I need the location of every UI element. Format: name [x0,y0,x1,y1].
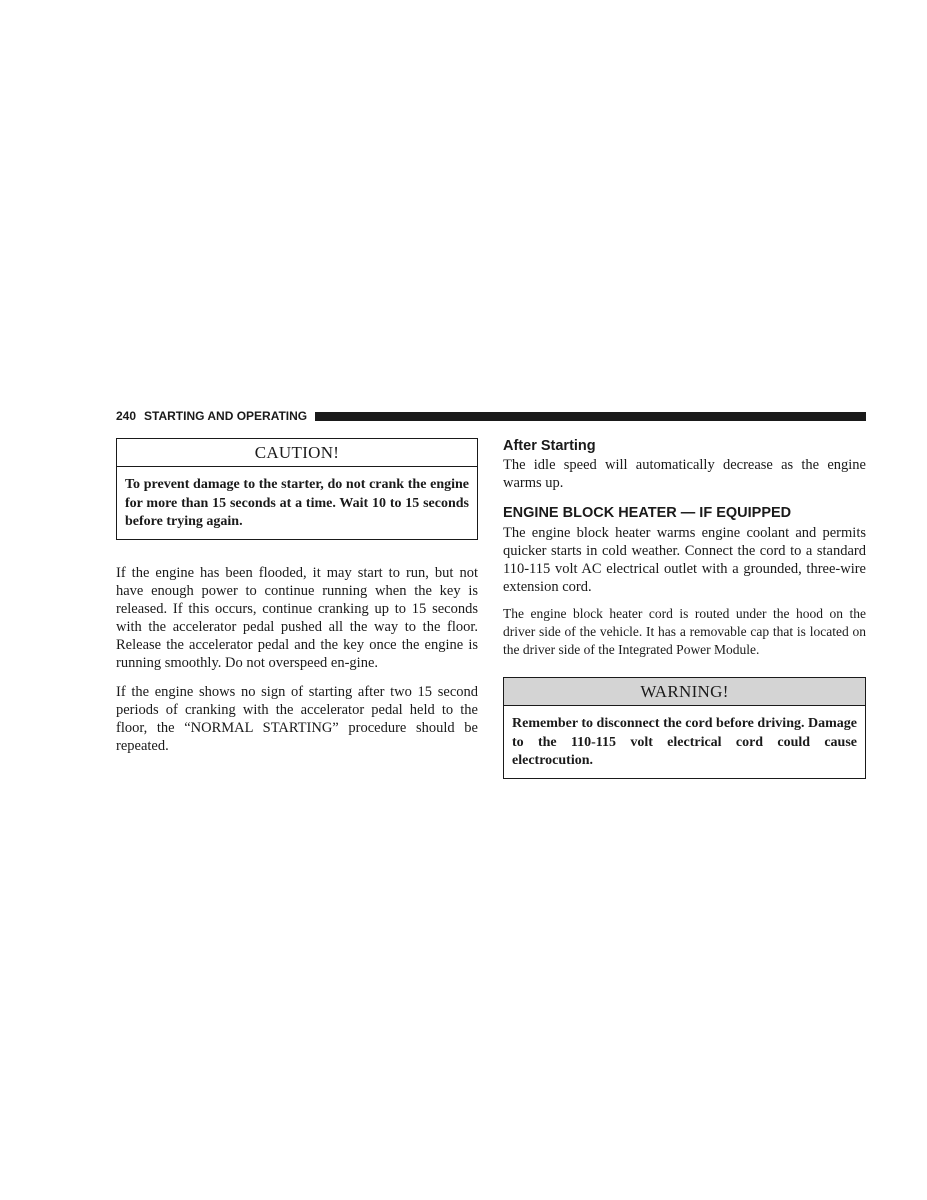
caution-box [116,438,478,540]
heater-cord-paragraph: The engine block heater cord is routed under the hood on the driver side of the vehicle. It has a removable cap that is located on the driver side of the Integrated Power Module. [503,606,866,657]
header-rule [315,412,866,421]
page-header [116,408,866,424]
right-column [503,438,866,779]
page-number: 240 [116,409,137,423]
block-heater-heading: ENGINE BLOCK HEATER — IF EQUIPPED [503,505,792,521]
section-title: STARTING AND OPERATING [144,409,308,423]
caution-text: To prevent damage to the starter, do not crank the engine for more than 15 seconds at a time. Wait 10 to 15 seconds before trying again. [125,477,469,529]
caution-title: CAUTION! [117,439,477,467]
flooded-engine-paragraph: If the engine has been flooded, it may start to run, but not have enough power to continue running when the key is released. If this occurs, continue cranking up to 15 seconds with the accelerator pedal pushed all the way to the floor. Release the accelerator pedal and the key once the engine is running smoothly. Do not overspeed en-gine. [116,564,478,671]
after-starting-text: The idle speed will automatically decrease as the engine warms up. [503,457,866,491]
warning-box [503,677,866,779]
left-column [116,438,478,755]
warning-title: WARNING! [504,678,865,706]
block-heater-paragraph: The engine block heater warms engine coolant and permits quicker starts in cold weather. Connect the cord to a standard 110-115 volt AC electrical outlet with a grounded, three-wire extension cord. [503,525,866,595]
warning-text: Remember to disconnect the cord before driving. Damage to the 110-115 volt electrical cord could cause electrocution. [512,716,857,768]
after-starting-heading: After Starting [503,438,596,454]
no-start-paragraph: If the engine shows no sign of starting after two 15 second periods of cranking with the accelerator pedal held to the floor, the “NORMAL STARTING” procedure should be repeated. [116,683,478,754]
